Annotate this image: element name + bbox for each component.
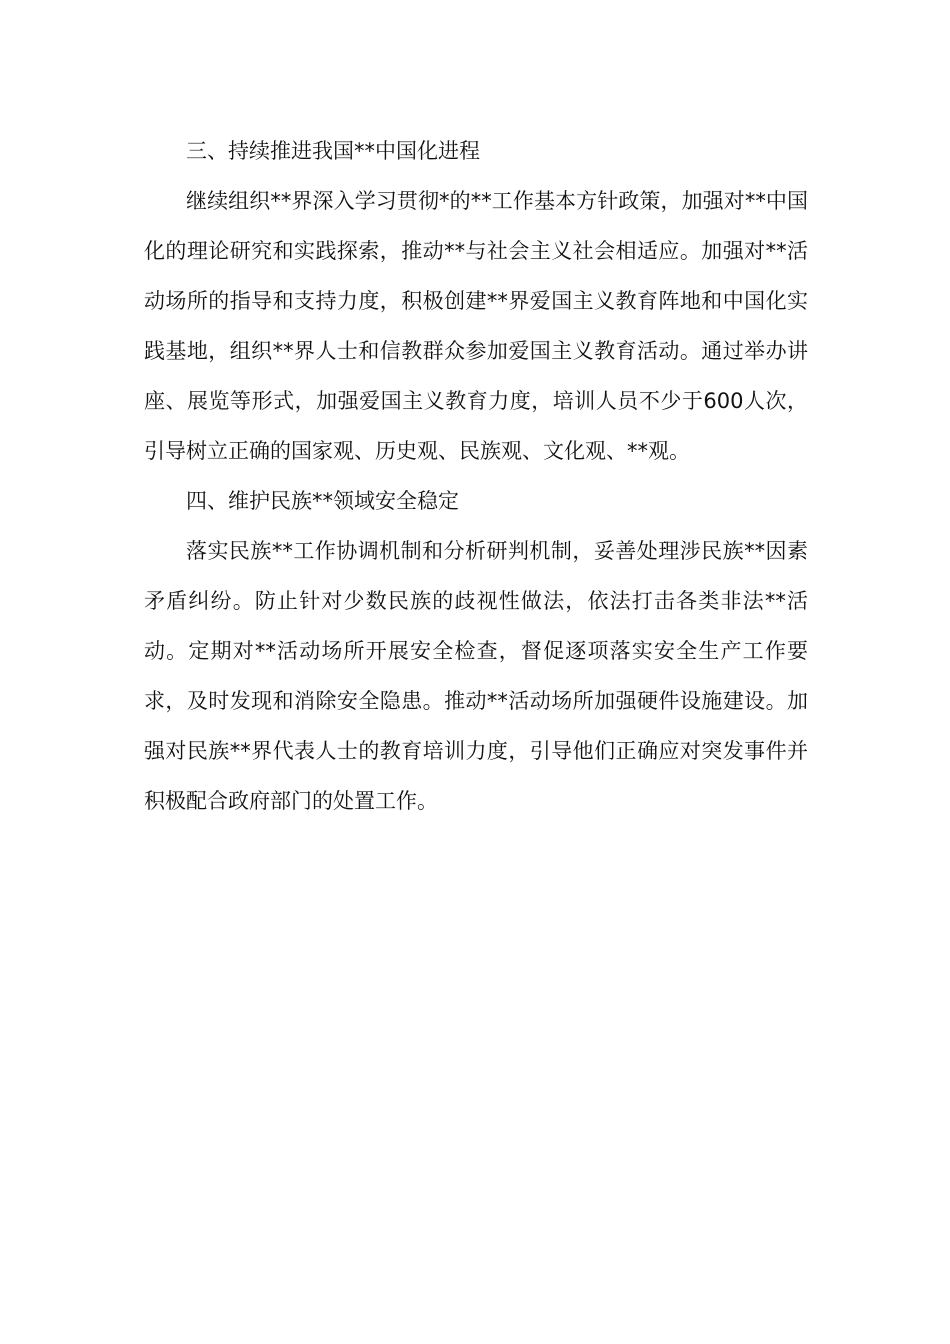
document-body xyxy=(144,126,808,826)
section-4-paragraph: 落实民族**工作协调机制和分析研判机制，妥善处理涉民族**因素矛盾纠纷。防止针对少数民族的歧视性做法，依法打击各类非法**活动。定期对**活动场所开展安全检查，督促逐项落实安全生产工作要求，及时发现和消除安全隐患。推动**活动场所加强硬件设施建设。加强对民族**界代表人士的教育培训力度，引导他们正确应对突发事件并积极配合政府部门的处置工作。 xyxy=(144,539,808,813)
section-3-heading: 三、持续推进我国**中国化进程 xyxy=(186,139,480,163)
section-4-heading: 四、维护民族**领域安全稳定 xyxy=(186,489,459,513)
section-3-paragraph: 继续组织**界深入学习贯彻*的**工作基本方针政策，加强对**中国化的理论研究和实践探索，推动**与社会主义社会相适应。加强对**活动场所的指导和支持力度，积极创建**界爱国主义教育阵地和中国化实践基地，组织**界人士和信教群众参加爱国主义教育活动。通过举办讲座、展览等形式，加强爱国主义教育力度，培训人员不少于600人次，引导树立正确的国家观、历史观、民族观、文化观、**观。 xyxy=(144,189,808,463)
